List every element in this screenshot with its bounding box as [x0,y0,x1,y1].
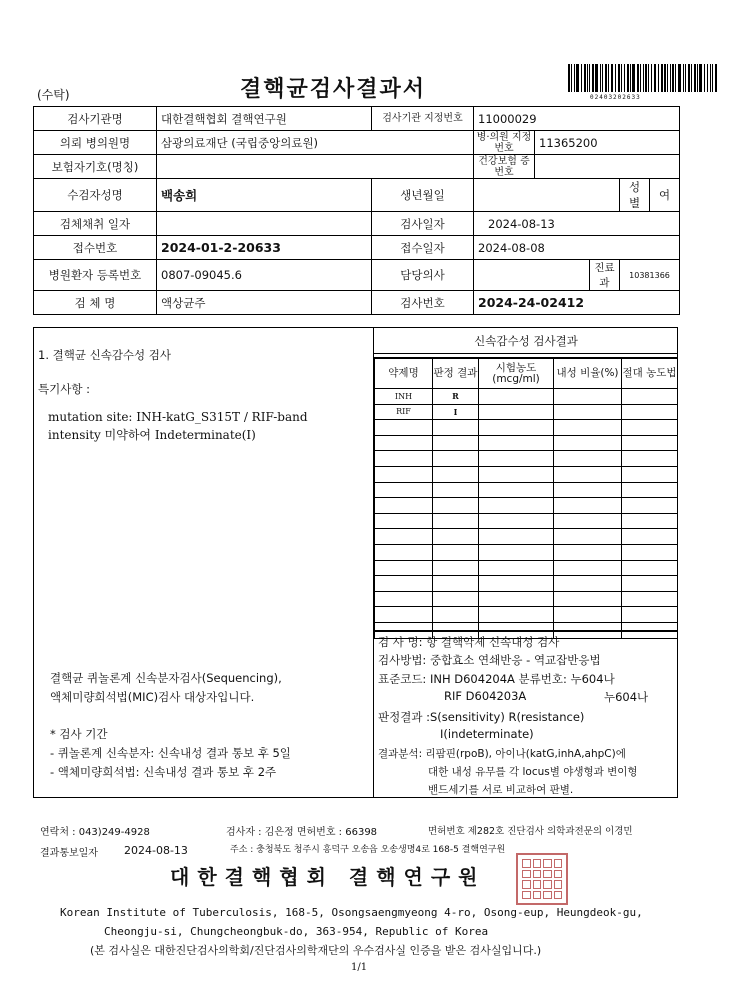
sus-cell [433,544,479,560]
sus-row [375,607,678,623]
sus-cell [375,544,433,560]
dept-label: 진료과 [590,260,620,291]
sus-cell [622,607,678,623]
inst-value: 대한결핵협회 결핵연구원 [157,107,372,131]
sus-row [375,591,678,607]
recv-date-label: 접수일자 [372,236,474,260]
sus-cell [479,466,554,482]
period-line-1: - 퀴놀론계 신속분자: 신속내성 결과 통보 후 5일 [50,746,291,760]
sus-cell [479,529,554,545]
sus-cell [554,498,622,514]
test-period [50,725,291,782]
test-date-value: 2024-08-13 [474,212,680,236]
inst-label: 검사기관명 [34,107,157,131]
sus-cell [554,404,622,420]
barcode-number: 02403202633 [590,94,641,101]
recv-date-value: 2024-08-08 [474,236,680,260]
sus-row [375,420,678,436]
sus-cell [554,466,622,482]
sus-col-header-2: 시험농도 (mcg/ml) [479,358,554,389]
sus-cell [622,420,678,436]
req-label: 의뢰 병의원명 [34,131,157,155]
req-code-value: 11365200 [535,131,680,155]
barcode [568,64,718,92]
sus-cell [479,482,554,498]
sequencing-note [50,669,282,707]
sus-cell [479,389,554,405]
sus-cell [622,576,678,592]
name-value: 백송희 [157,179,372,212]
official-seal [516,853,568,905]
method-analysis-3: 밴드세기를 서로 비교하여 판별. [428,784,574,796]
sus-cell [433,420,479,436]
sus-cell [554,389,622,405]
recv-no-value: 2024-01-2-20633 [157,236,372,260]
sus-cell [554,420,622,436]
sus-row [375,404,678,420]
sequencing-line-1: 결핵균 퀴놀론계 신속분자검사(Sequencing), [50,671,282,685]
sus-cell [622,389,678,405]
patient-info-table [33,106,680,315]
method-judge-2: I(indeterminate) [440,727,534,741]
sus-row [375,560,678,576]
sus-row [375,451,678,467]
test-no-value: 2024-24-02412 [474,291,680,315]
dob-value [474,179,620,212]
sus-cell [375,576,433,592]
sus-row [375,529,678,545]
recv-no-label: 접수번호 [34,236,157,260]
tester: 검사자 : 김은정 면허번호 : 66398 [226,827,378,838]
patient-no-value: 0807-09045.6 [157,260,372,291]
sus-cell [433,591,479,607]
sus-row [375,544,678,560]
sus-row [375,498,678,514]
sus-cell [433,498,479,514]
test-heading: 1. 결핵균 신속감수성 검사 [38,348,172,362]
sus-cell [479,404,554,420]
sus-cell [433,466,479,482]
sus-cell [433,529,479,545]
sus-cell [375,435,433,451]
sus-cell [375,482,433,498]
sus-row [375,576,678,592]
inst-code-value: 11000029 [474,107,680,131]
special-notes-label: 특기사항 : [38,382,90,396]
method-judge-1: 판정결과 :S(sensitivity) R(resistance) [378,710,585,724]
period-line-2: - 액체미량희석법: 신속내성 결과 통보 후 2주 [50,765,277,779]
document-title: 결핵균검사결과서 [240,76,427,102]
mutation-line-1: mutation site: INH-katG_S315T / RIF-band [48,410,308,424]
sus-row [375,435,678,451]
sequencing-line-2: 액체미량희석법(MIC)검사 대상자입니다. [50,690,255,704]
sus-row [375,389,678,405]
sus-cell [622,560,678,576]
sus-cell [479,513,554,529]
method-code-2: RIF D604203A [444,689,527,703]
specimen-label: 검 체 명 [34,291,157,315]
sus-cell [433,560,479,576]
sus-cell [554,435,622,451]
sus-col-header-0: 약제명 [375,358,433,389]
sus-cell [375,498,433,514]
doctor-value [474,260,590,291]
collect-label: 검체채취 일자 [34,212,157,236]
sus-cell [622,451,678,467]
sus-cell [554,451,622,467]
method-analysis-1: 결과분석: 리팜핀(rpoB), 아이나(katG,inhA,ahpC)에 [378,748,626,760]
test-no-label: 검사번호 [372,291,474,315]
sus-cell [375,466,433,482]
contact: 연락처 : 043)249-4928 [40,827,150,838]
sex-label: 성별 [620,179,650,212]
sus-cell: INH [375,389,433,405]
sus-cell [622,591,678,607]
sus-row [375,482,678,498]
specimen-value: 액상균주 [157,291,372,315]
sus-cell [554,607,622,623]
sus-cell [433,513,479,529]
sus-cell [622,404,678,420]
method-code-1: 표준코드: INH D604204A 분류번호: 누604나 [378,672,615,686]
sus-col-header-1: 판정 결과 [433,358,479,389]
dob-label: 생년월일 [372,179,474,212]
english-address-1: Korean Institute of Tuberculosis, 168-5, Osongsaengmyeong 4-ro, Osong-eup, Heungdeok-gu, [60,906,643,919]
sus-cell [479,607,554,623]
method-code-2-class: 누604나 [604,690,649,704]
sus-cell [479,560,554,576]
method-method: 검사방법: 중합효소 연쇄반응 - 역교잡반응법 [378,653,601,667]
ins-label: 보험자기호(명칭) [34,155,157,179]
sus-cell [479,544,554,560]
sus-cell [375,607,433,623]
sus-cell [554,544,622,560]
sus-cell [479,451,554,467]
sus-cell [622,529,678,545]
english-address-2: Cheongju-si, Chungcheongbuk-do, 363-954, Republic of Korea [104,925,489,938]
sus-cell: RIF [375,404,433,420]
specialist: 면허번호 제282호 진단검사 의학과전문의 이경민 [428,826,633,837]
sus-cell [433,576,479,592]
sus-cell [622,466,678,482]
req-code-label: 병·의원 지정번호 [474,131,535,155]
patient-no-label: 병원환자 등록번호 [34,260,157,291]
sus-cell [554,591,622,607]
method-analysis-2: 대한 내성 유무를 각 locus별 야생형과 변이형 [428,766,638,778]
sus-row [375,513,678,529]
test-date-label: 검사일자 [372,212,474,236]
notify-label: 결과통보일자 [40,848,98,859]
name-label: 수검자성명 [34,179,157,212]
sus-cell [433,607,479,623]
dept-value: 10381366 [620,260,680,291]
inst-code-label: 검사기관 지정번호 [372,107,474,131]
sus-cell [479,591,554,607]
receipt-label: (수탁) [37,88,70,102]
sus-cell [433,482,479,498]
sus-cell [479,435,554,451]
collect-value [157,212,372,236]
sus-cell [554,513,622,529]
health-value [535,155,680,179]
sus-cell [479,576,554,592]
sus-cell [433,451,479,467]
sus-cell: R [433,389,479,405]
sus-cell [433,435,479,451]
sus-col-header-4: 절대 농도법 [622,358,678,389]
sus-cell [622,544,678,560]
susceptibility-table [374,357,678,639]
mutation-note [48,408,308,444]
institute-name: 대한결핵협회 결핵연구원 [170,865,486,889]
sus-cell [622,513,678,529]
sus-cell [622,435,678,451]
doctor-label: 담당의사 [372,260,474,291]
sus-cell [375,513,433,529]
sus-cell [375,420,433,436]
sus-cell: I [433,404,479,420]
method-test-name: 검 사 명: 항 결핵약제 신속내성 검사 [378,635,560,649]
sus-cell [622,482,678,498]
ins-value [157,155,474,179]
health-label: 건강보험 증번호 [474,155,535,179]
certification-note: (본 검사실은 대한진단검사의학회/진단검사의학재단의 우수검사실 인증을 받은 검사실입니다.) [90,944,542,957]
address: 주소 : 충청북도 청주시 흥덕구 오송읍 오송생명4로 168-5 결핵연구원 [230,845,506,855]
period-title: * 검사 기간 [50,727,108,741]
sus-cell [554,529,622,545]
sus-col-header-3: 내성 비율(%) [554,358,622,389]
sus-cell [554,482,622,498]
sus-cell [622,498,678,514]
sus-cell [375,529,433,545]
sus-cell [375,451,433,467]
sex-value: 여 [650,179,680,212]
sus-cell [375,560,433,576]
notify-date: 2024-08-13 [124,844,188,857]
sus-cell [554,560,622,576]
req-value: 삼광의료재단 (국립중앙의료원) [157,131,474,155]
sus-cell [479,498,554,514]
sus-cell [554,576,622,592]
page-number: 1/1 [351,962,368,973]
method-box [374,630,678,798]
mutation-line-2: intensity 미약하여 Indeterminate(I) [48,428,256,442]
sus-row [375,466,678,482]
susceptibility-heading: 신속감수성 검사결과 [374,328,678,354]
sus-cell [479,420,554,436]
sus-cell [375,591,433,607]
